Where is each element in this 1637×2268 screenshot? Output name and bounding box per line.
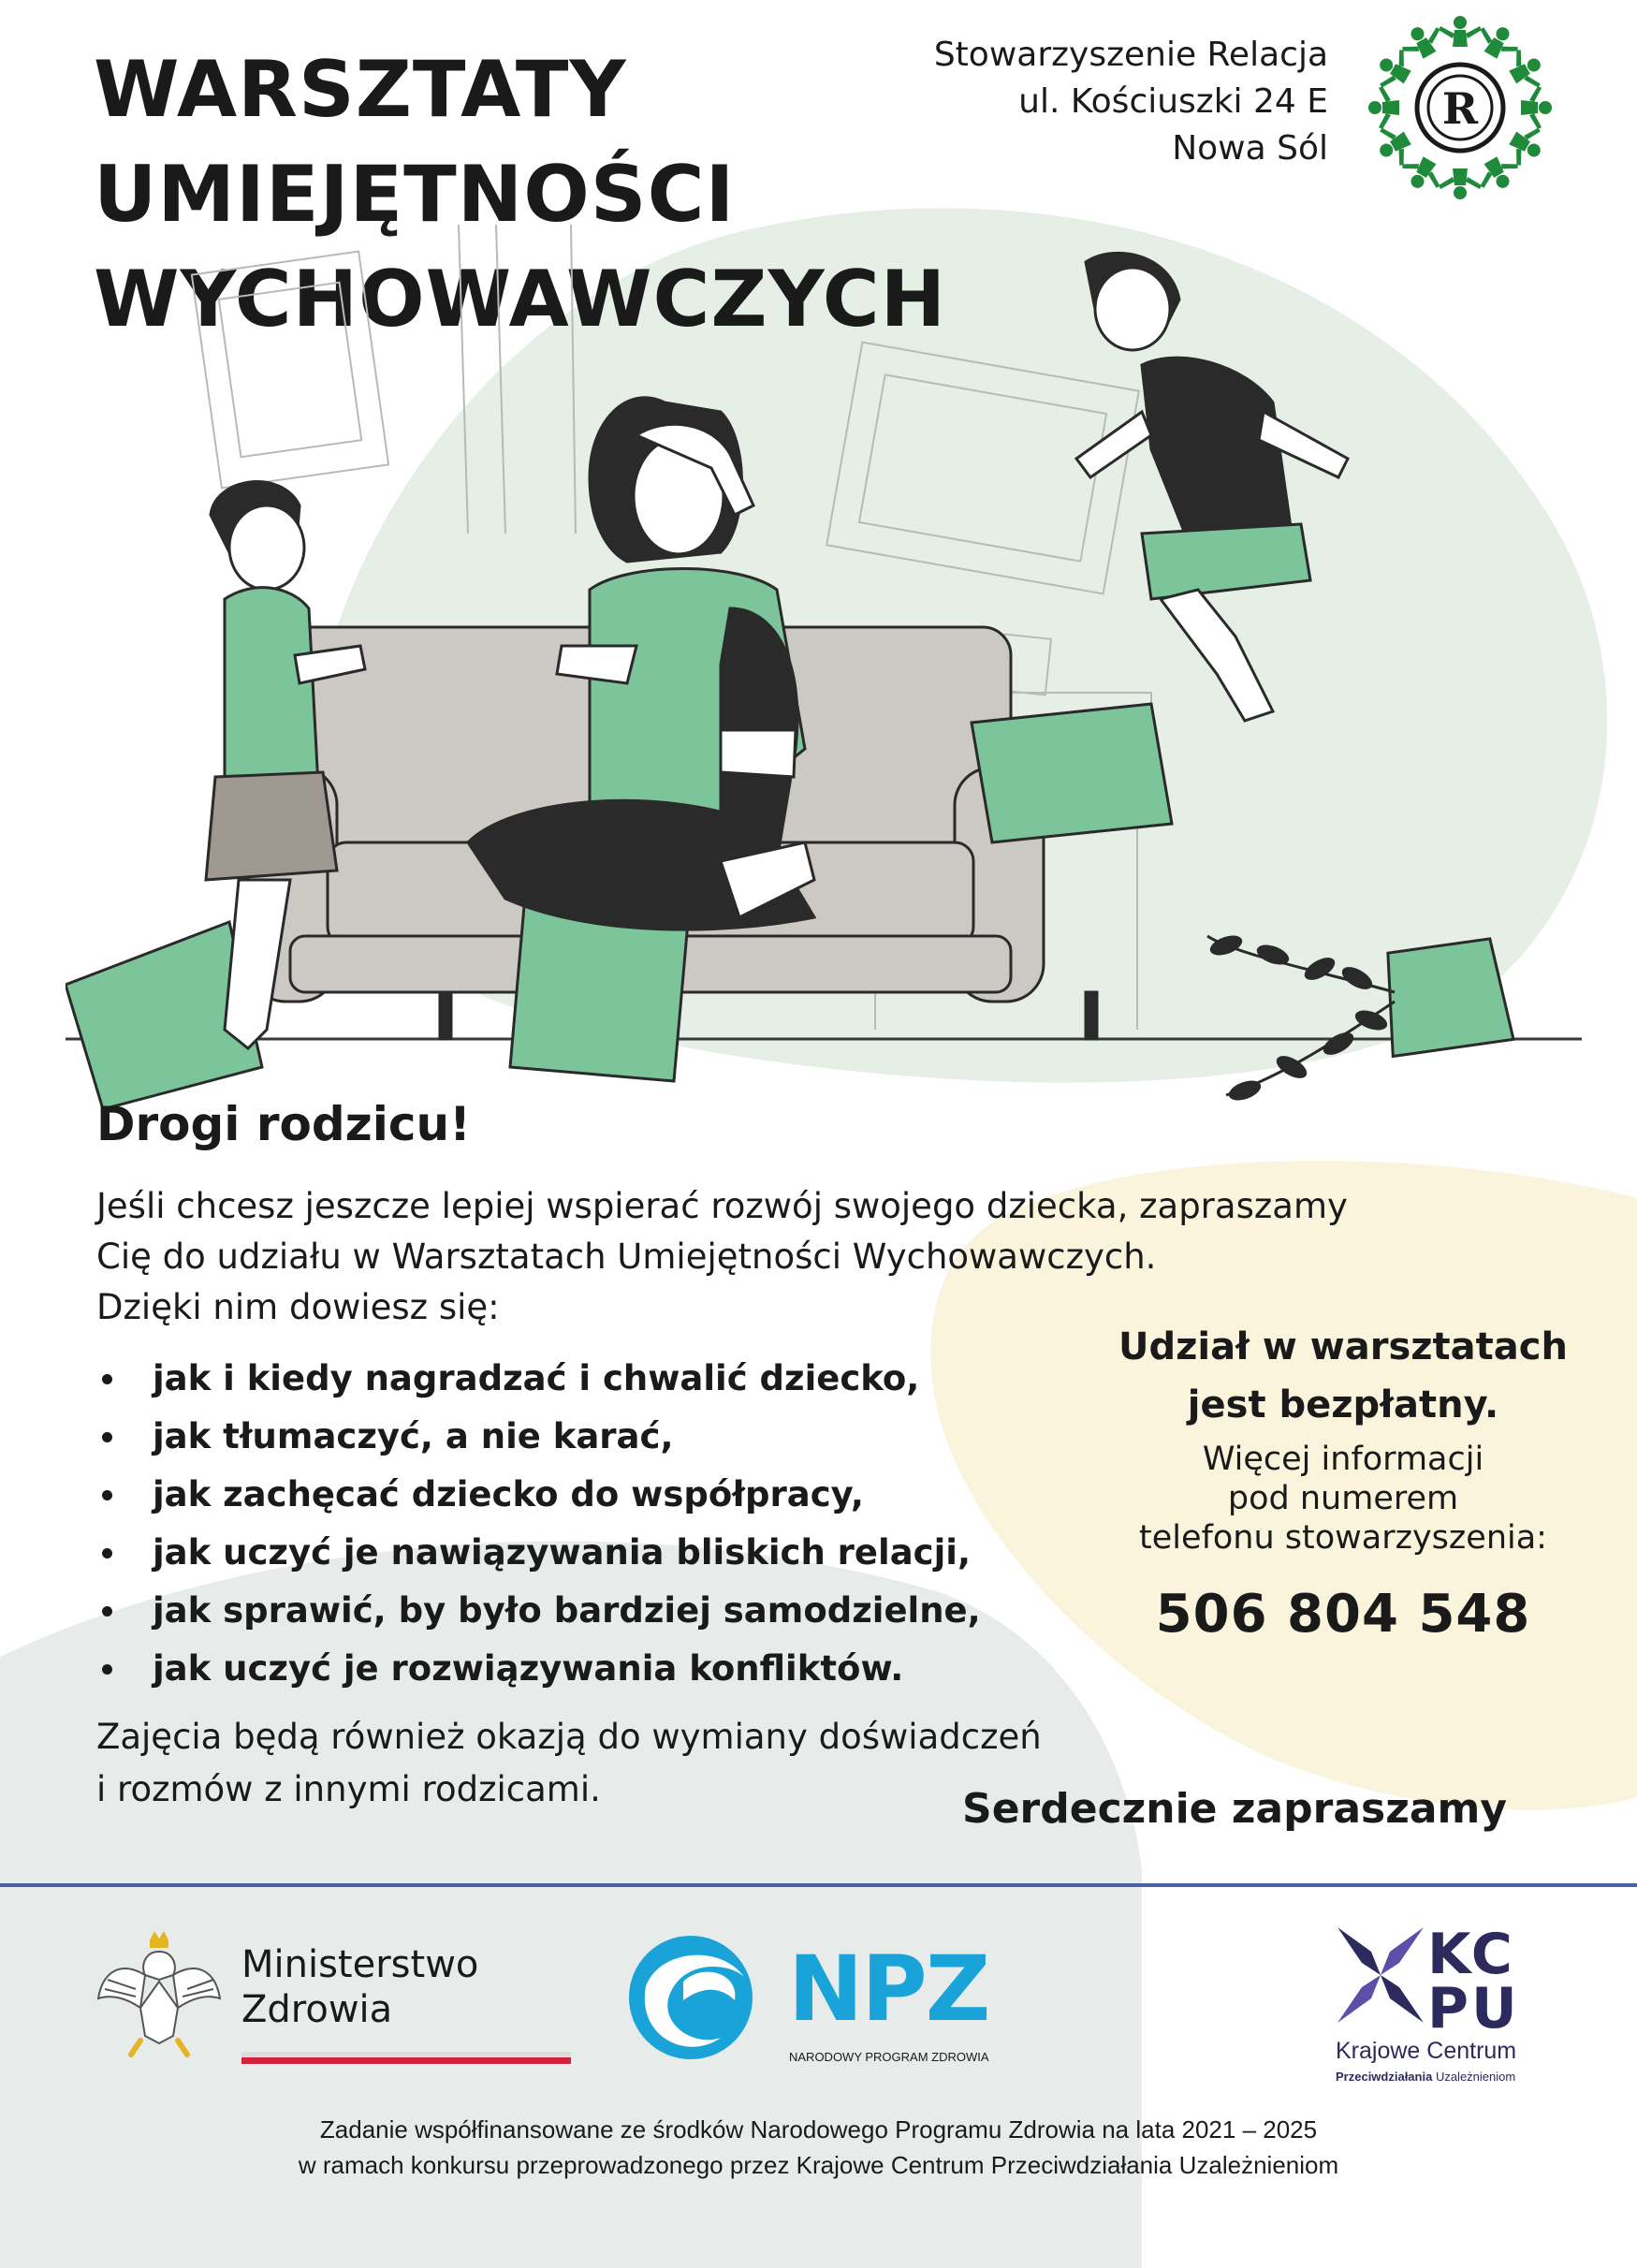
benefits-list: [96, 1350, 981, 1698]
bullet-dot-icon: [102, 1374, 112, 1384]
kcpu-line-2: PU: [1427, 1976, 1520, 2041]
closing-line-2: i rozmów z innymi rodzicami.: [96, 1769, 601, 1809]
intro-line-2: Cię do udziału w Warsztatach Umiejętności Wychowawczych.: [96, 1236, 1157, 1277]
npz-subtitle: NARODOWY PROGRAM ZDROWIA: [789, 2050, 989, 2064]
list-item: [96, 1582, 981, 1640]
info-head-line-1: Udział w warsztatach: [1118, 1325, 1568, 1368]
info-more-line-1: Więcej informacji: [1202, 1441, 1484, 1478]
list-item: [96, 1524, 981, 1582]
free-participation-heading: [1086, 1318, 1600, 1434]
funding-note: [0, 2112, 1637, 2183]
kcpu-letters: [1427, 1922, 1520, 2041]
kcpu-sub-bold: Przeciwdziałania: [1336, 2070, 1433, 2084]
closing-line-1: Zajęcia będą również okazją do wymiany doświadczeń: [96, 1717, 1042, 1757]
closing-paragraph: [96, 1711, 1042, 1816]
list-item: [96, 1466, 981, 1524]
info-head-line-2: jest bezpłatny.: [1187, 1383, 1499, 1427]
npz-swirl-icon: [618, 1930, 767, 2070]
ministry-name: [241, 1942, 478, 2032]
polish-flag-bar: [241, 2052, 571, 2064]
list-item-text: jak sprawić, by było bardziej samodzielne,: [153, 1590, 981, 1631]
npz-name: NPZ: [788, 1937, 989, 2041]
intro-paragraph: [96, 1181, 1557, 1333]
bullet-dot-icon: [102, 1606, 112, 1617]
family-illustration: [66, 225, 1600, 1123]
title-line-2: UMIEJĘTNOŚCI: [94, 149, 736, 240]
list-item-text: jak uczyć je rozwiązywania konfliktów.: [153, 1648, 904, 1689]
info-more-line-2: pod numerem: [1227, 1480, 1459, 1517]
npz-logo: [618, 1930, 1030, 2070]
kcpu-cross-icon: [1334, 1924, 1427, 2027]
ministry-line-2: Zdrowia: [241, 1988, 393, 2031]
list-item-text: jak tłumaczyć, a nie karać,: [153, 1416, 674, 1456]
kcpu-logo: [1334, 1924, 1540, 2092]
list-item: [96, 1640, 981, 1698]
kcpu-line-1: KC: [1427, 1922, 1515, 1987]
eagle-emblem-icon: [94, 1924, 225, 2064]
relacja-logo-icon: [1362, 9, 1558, 206]
greeting-heading: Drogi rodzicu!: [96, 1097, 471, 1151]
list-item: [96, 1350, 981, 1408]
boy-figure: [1076, 253, 1348, 721]
info-box: [1086, 1318, 1600, 1645]
footer-divider: [0, 1883, 1637, 1887]
funding-line-2: w ramach konkursu przeprowadzonego przez Krajowe Centrum Przeciwdziałania Uzależnieniom: [298, 2151, 1339, 2179]
kcpu-name: Krajowe Centrum: [1336, 2038, 1517, 2064]
intro-line-1: Jeśli chcesz jeszcze lepiej wspierać rozwój swojego dziecka, zapraszamy: [96, 1186, 1348, 1226]
org-name: Stowarzyszenie Relacja: [933, 36, 1328, 74]
kcpu-subtitle: [1336, 2070, 1515, 2084]
phone-number[interactable]: 506 804 548: [1155, 1584, 1531, 1645]
list-item-text: jak uczyć je nawiązywania bliskich relacji,: [153, 1532, 972, 1573]
title-line-3: WYCHOWAWCZYCH: [94, 254, 947, 344]
bullet-dot-icon: [102, 1432, 112, 1442]
organization-address: [934, 32, 1328, 172]
funding-line-1: Zadanie współfinansowane ze środków Narodowego Programu Zdrowia na lata 2021 – 2025: [319, 2115, 1318, 2144]
bullet-dot-icon: [102, 1664, 112, 1675]
plant: [1207, 931, 1513, 1104]
list-item: [96, 1408, 981, 1466]
org-city: Nowa Sól: [1172, 129, 1328, 168]
title-line-1: WARSZTATY: [94, 44, 627, 135]
bullet-dot-icon: [102, 1548, 112, 1558]
more-info-text: [1086, 1440, 1600, 1558]
relacja-logo-letter: R: [1441, 83, 1479, 134]
list-item-text: jak i kiedy nagradzać i chwalić dziecko,: [153, 1358, 920, 1398]
list-item-text: jak zachęcać dziecko do współpracy,: [153, 1474, 864, 1514]
info-more-line-3: telefonu stowarzyszenia:: [1139, 1519, 1547, 1557]
org-street: ul. Kościuszki 24 E: [1018, 82, 1328, 121]
invite-text: Serdecznie zapraszamy: [962, 1785, 1508, 1833]
intro-line-3: Dzięki nim dowiesz się:: [96, 1287, 500, 1327]
kcpu-sub-rest: Uzależnieniom: [1432, 2070, 1516, 2084]
bullet-dot-icon: [102, 1490, 112, 1500]
ministry-logo: [94, 1924, 580, 2092]
ministry-line-1: Ministerstwo: [241, 1943, 479, 1986]
